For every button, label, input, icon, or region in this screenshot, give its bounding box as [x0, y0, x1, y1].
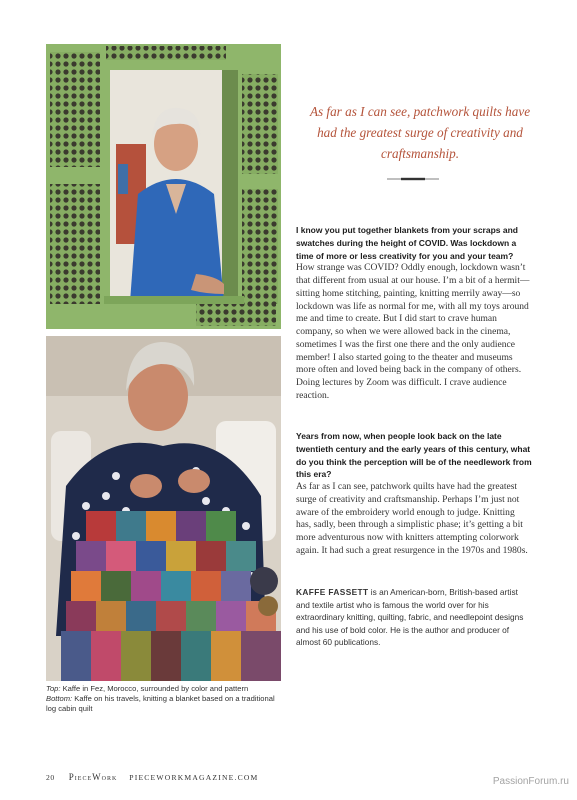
bio-name: KAFFE FASSETT: [296, 587, 369, 597]
caption-top: [46, 684, 286, 694]
bio-text: is an American-born, British-based artist and textile artist who is famous the world over for his extraordinary knitting, quilting, fabric, and needlepoint designs and his use of bold color. He is the author and producer of almost 60 publications.: [296, 587, 524, 648]
caption-top-text: Kaffe in Fez, Morocco, surrounded by color and pattern: [60, 684, 249, 693]
caption-bottom-text: Kaffe on his travels, knitting a blanket based on a traditional log cabin quilt: [46, 694, 275, 713]
qa-block-1: [296, 224, 532, 403]
watermark: PassionForum.ru: [492, 776, 569, 787]
caption-bottom-label: Bottom:: [46, 694, 73, 703]
pull-quote: As far as I can see, patchwork quilts have had the greatest surge of creativity and craftsmanship.: [309, 104, 531, 161]
question-2: Years from now, when people look back on the late twentieth century and the early years of this century, what do you think the perception will be of the needlework from this era?: [296, 431, 532, 480]
magazine-name: PieceWork: [68, 772, 118, 782]
answer-2: As far as I can see, patchwork quilts have had the greatest surge of creativity and craftsmanship. Perhaps I’m just not aware of the embroidery world enough to judge. Knitting has, sadly, been through a simplistic phase; it’s getting a bit more adventurous now with knitters attempting colorwork again. It had such a great resurgence in the 1970s and 1980s.: [296, 481, 528, 556]
page-number: 20: [46, 773, 55, 782]
ornament-divider: [387, 177, 439, 181]
answer-1: How strange was COVID? Oddly enough, lockdown wasn’t that different from usual at our house. I’m a bit of a hermit—sitting home stitching, painting, knitting merrily away—so lockdown was life as normal for me, with all my toys around me and time to create. But I did start to crave human company, so when we were allowed back in the cinema, sometimes I was the first one there and the only audience member! I also started going to the theater and museums more often and loved being back in the company of others. Doing lectures by Zoom was difficult. I crave audience reaction.: [296, 262, 530, 401]
caption-top-label: Top:: [46, 684, 61, 693]
photo-caption: [46, 684, 286, 714]
caption-bottom: [46, 694, 286, 714]
photo-knitting-blanket: [46, 336, 281, 681]
magazine-url: PIECEWORKMAGAZINE.COM: [129, 773, 259, 782]
question-1: I know you put together blankets from your scraps and swatches during the height of COVID. Was lockdown a time of more or less creativity for you and your team?: [296, 225, 518, 261]
qa-block-2: [296, 430, 532, 558]
photo-fez-window: [46, 44, 281, 329]
page-footer: [46, 772, 259, 782]
author-bio: [296, 586, 532, 649]
